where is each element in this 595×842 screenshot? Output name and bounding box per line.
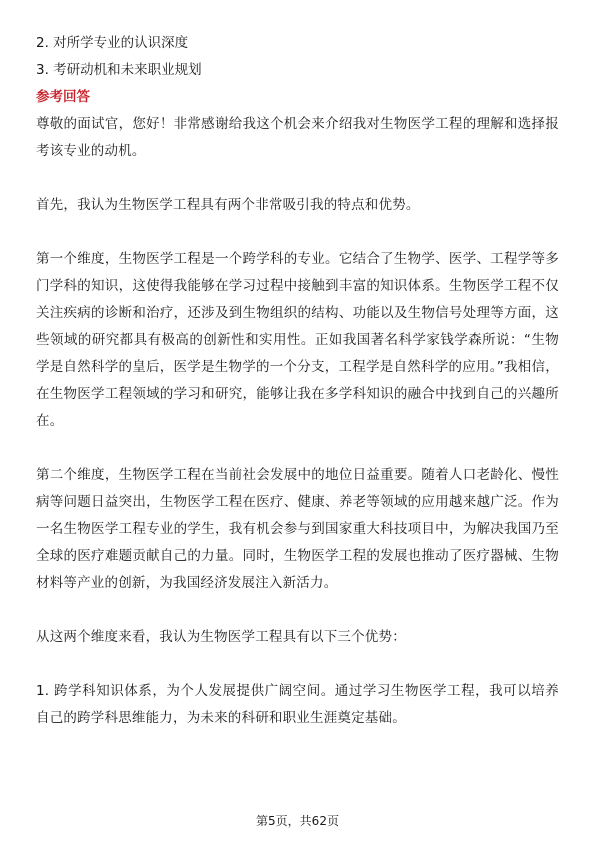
paragraph-dimension-one: 第一个维度，生物医学工程是一个跨学科的专业。它结合了生物学、医学、工程学等多门学科的知识，这使得我能够在学习过程中接触到丰富的知识体系。生物医学工程不仅关注疾病的诊断和治疗，还涉及到生物组织的结构、功能以及生物信号处理等方面，这些领域的研究都具有极高的创新性和实用性。正如我国著名科学家钱学森所说：“生物学是自然科学的皇后，医学是生物学的一个分支，工程学是自然科学的应用。”我相信，在生物医学工程领域的学习和研究，能够让我在多学科知识的融合中找到自己的兴趣所在。 [36,251,559,429]
paragraph-first: 首先，我认为生物医学工程具有两个非常吸引我的特点和优势。 [36,197,420,213]
paragraph-gap [36,597,559,624]
paragraph-gap [36,435,559,462]
list-item: 2. 对所学专业的认识深度 [36,35,189,51]
answer-heading: 参考回答 [36,89,90,105]
paragraph-intro: 尊敬的面试官，您好！非常感谢给我这个机会来介绍我对生物医学工程的理解和选择报考该专业的动机。 [36,116,559,159]
paragraph-dimension-two: 第二个维度，生物医学工程在当前社会发展中的地位日益重要。随着人口老龄化、慢性病等问题日益突出，生物医学工程在医疗、健康、养老等领域的应用越来越广泛。作为一名生物医学工程专业的学生，我有机会参与到国家重大科技项目中，为解决我国乃至全球的医疗难题贡献自己的力量。同时，生物医学工程的发展也推动了医疗器械、生物材料等产业的创新，为我国经济发展注入新活力。 [36,467,559,591]
document-page [36,30,559,732]
paragraph-summary: 从这两个维度来看，我认为生物医学工程具有以下三个优势： [36,629,406,645]
paragraph-advantage-one: 1. 跨学科知识体系，为个人发展提供广阔空间。通过学习生物医学工程，我可以培养自己的跨学科思维能力，为未来的科研和职业生涯奠定基础。 [36,683,559,726]
paragraph-gap [36,219,559,246]
paragraph-gap [36,165,559,192]
page-footer: 第5页，共62页 [256,814,339,828]
list-item: 3. 考研动机和未来职业规划 [36,62,202,78]
paragraph-gap [36,651,559,678]
